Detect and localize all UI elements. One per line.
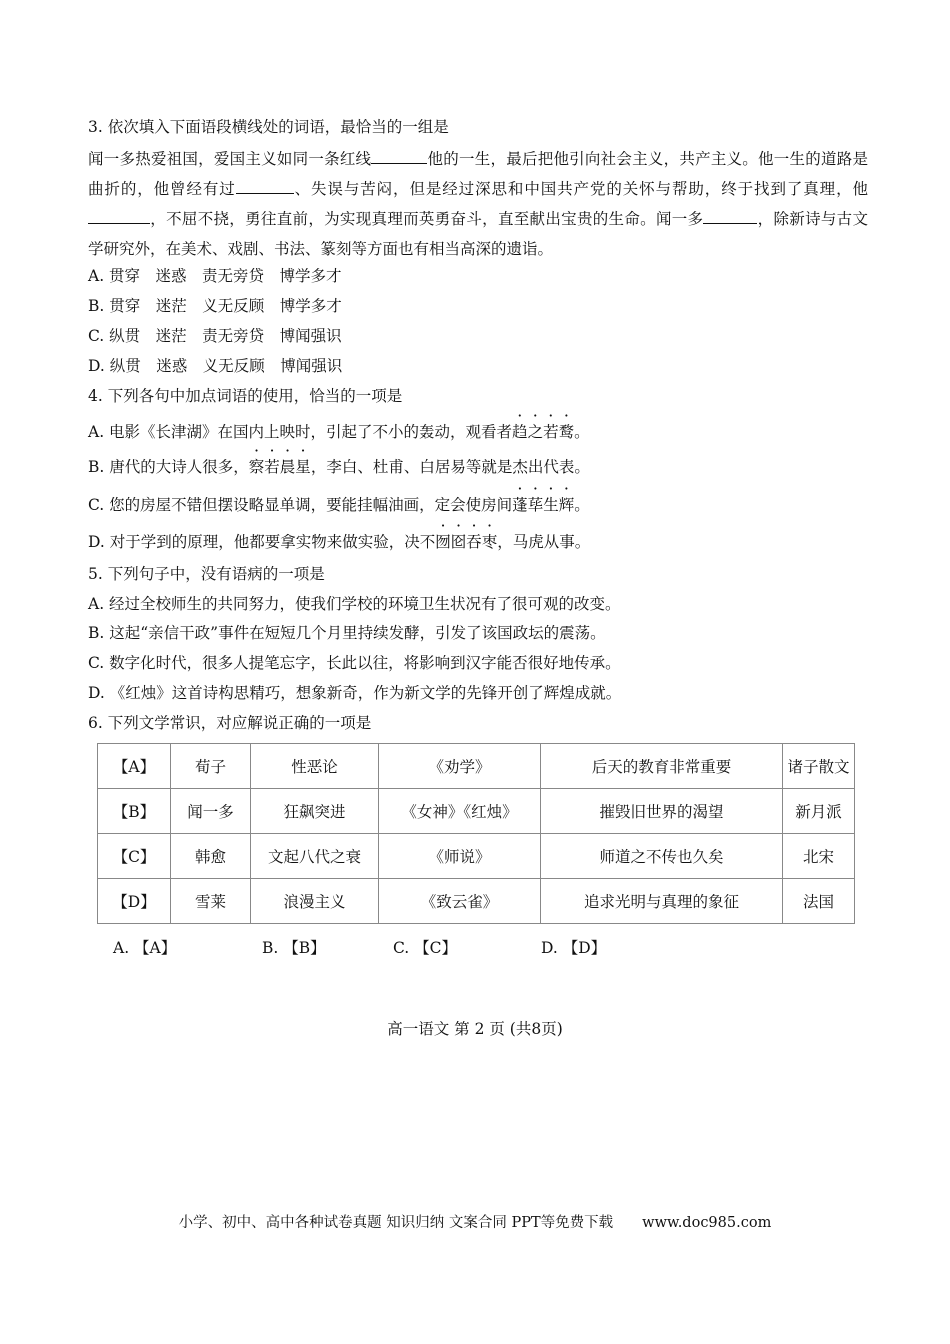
- table-cell: 摧毁旧世界的渴望: [541, 789, 783, 834]
- q6-answer-d: D. 【D】: [541, 939, 607, 957]
- q4-d-text: D. 对于学到的原理，他都要拿实物来做实验，决不: [88, 533, 436, 551]
- table-cell: 追求光明与真理的象征: [541, 879, 783, 924]
- q6-stem: 6. 下列文学常识，对应解说正确的一项是: [88, 714, 372, 732]
- table-cell: 《女神》《红烛》: [379, 789, 541, 834]
- q3-option-c: C. 纵贯 迷茫 责无旁贷 博闻强识: [88, 327, 342, 345]
- table-cell: 《致云雀》: [379, 879, 541, 924]
- q5-stem: 5. 下列句子中，没有语病的一项是: [88, 565, 325, 583]
- table-cell: 狂飙突进: [251, 789, 379, 834]
- q3-option-a: A. 贯穿 迷惑 责无旁贷 博学多才: [88, 267, 342, 285]
- q4-b-dotted-char: 星: [295, 458, 311, 476]
- table-row: [98, 879, 855, 924]
- q4-a-dotted-char: 鹜: [558, 423, 575, 441]
- q4-c-text: C. 您的房屋不错但摆设略显单调，要能挂幅油画，定会使房间: [88, 496, 513, 514]
- q4-a-dotted-char: 之: [527, 423, 544, 441]
- q4-d-dotted-char: 枣: [481, 533, 498, 551]
- q3-blank-3: [88, 207, 150, 224]
- table-row: [98, 834, 855, 879]
- q3-blank-4: [703, 207, 757, 224]
- q4-d-text-end: ，马虎从事。: [497, 533, 591, 551]
- table-cell: 新月派: [783, 789, 855, 834]
- table-cell: 荀子: [171, 744, 251, 789]
- table-cell: 【B】: [98, 789, 171, 834]
- table-cell: 北宋: [783, 834, 855, 879]
- q3-passage-part4: ，不屈不挠，勇往直前，为实现真理而英勇奋斗，直至献出宝贵的生命。闻一多: [150, 210, 704, 228]
- q6-answer-options: [0, 937, 950, 959]
- table-cell: 《劝学》: [379, 744, 541, 789]
- q4-b-text-end: ，李白、杜甫、白居易等就是杰出代表。: [310, 458, 590, 476]
- literature-table: [97, 743, 855, 924]
- q3-passage: [88, 144, 868, 264]
- table-cell: 后天的教育非常重要: [541, 744, 783, 789]
- table-cell: 法国: [783, 879, 855, 924]
- table-cell: 文起八代之衰: [251, 834, 379, 879]
- page-footer: 高一语文 第 2 页 (共8页): [387, 1020, 563, 1038]
- q4-d-dotted-char: 吞: [466, 533, 482, 551]
- q4-option-b: [88, 456, 590, 478]
- q4-c-dotted-char: 生: [543, 496, 559, 514]
- table-cell: 【A】: [98, 744, 171, 789]
- q5-option-d: D. 《红烛》这首诗构思精巧，想象新奇，作为新文学的先锋开创了辉煌成就。: [88, 684, 622, 702]
- table-cell: 师道之不传也久矣: [541, 834, 783, 879]
- q3-option-d: D. 纵贯 迷惑 义无反顾 博闻强识: [88, 357, 343, 375]
- table-cell: 闻一多: [171, 789, 251, 834]
- q4-b-text: B. 唐代的大诗人很多，: [88, 458, 249, 476]
- table-cell: 诸子散文: [783, 744, 855, 789]
- q3-passage-part3: 、失误与苦闷，但是经过深思和中国共产党的关怀与帮助，终于找到了真理，他: [293, 180, 868, 198]
- q4-a-text-end: 。: [574, 423, 590, 441]
- q3-stem: 3. 依次填入下面语段横线处的词语，最恰当的一组是: [88, 118, 449, 136]
- table-cell: 《师说》: [379, 834, 541, 879]
- q5-option-b: B. 这起“亲信干政”事件在短短几个月里持续发酵，引发了该国政坛的震荡。: [88, 624, 606, 642]
- table-cell: 雪莱: [171, 879, 251, 924]
- q6-answer-b: B. 【B】: [262, 939, 326, 957]
- q3-passage-part2: 他的一生，最后把他引向社会主义，共产主义。他一生的道路是曲折的，他曾经有过: [88, 150, 868, 198]
- table-cell: 浪漫主义: [251, 879, 379, 924]
- q4-b-dotted-char: 察: [248, 458, 265, 476]
- q4-option-d: [88, 531, 590, 553]
- q4-d-dotted-char: 囵: [450, 533, 467, 551]
- table-cell: 【D】: [98, 879, 171, 924]
- q4-stem: 4. 下列各句中加点词语的使用，恰当的一项是: [88, 387, 403, 405]
- table-cell: 【C】: [98, 834, 171, 879]
- q3-passage-part1: 闻一多热爱祖国，爱国主义如同一条红线: [88, 150, 372, 168]
- q4-b-dotted-char: 若: [264, 458, 280, 476]
- q4-option-a: [88, 421, 590, 443]
- q4-c-dotted-char: 辉: [558, 496, 575, 514]
- q6-answer-a: A. 【A】: [113, 939, 177, 957]
- download-note: 小学、初中、高中各种试卷真题 知识归纳 文案合同 PPT等免费下载 www.doc985.com: [178, 1215, 772, 1231]
- q5-option-c: C. 数字化时代，很多人提笔忘字，长此以往，将影响到汉字能否很好地传承。: [88, 654, 621, 672]
- q3-option-b: B. 贯穿 迷茫 义无反顾 博学多才: [88, 297, 342, 315]
- q4-a-dotted-char: 趋: [512, 423, 528, 441]
- q4-a-text: A. 电影《长津湖》在国内上映时，引起了不小的轰动，观看者: [88, 423, 513, 441]
- table-cell: 韩愈: [171, 834, 251, 879]
- table-row: [98, 744, 855, 789]
- q4-a-dotted-char: 若: [543, 423, 559, 441]
- table-row: [98, 789, 855, 834]
- q4-c-dotted-char: 蓬: [512, 496, 528, 514]
- q3-blank-1: [371, 147, 427, 164]
- q4-d-dotted-char: 囫: [435, 533, 451, 551]
- q5-option-a: A. 经过全校师生的共同努力，使我们学校的环境卫生状况有了很可观的改变。: [88, 595, 621, 613]
- q4-c-dotted-char: 荜: [527, 496, 544, 514]
- q3-blank-2: [236, 177, 294, 194]
- table-cell: 性恶论: [251, 744, 379, 789]
- q4-c-text-end: 。: [574, 496, 590, 514]
- q4-b-dotted-char: 晨: [279, 458, 296, 476]
- q6-answer-c: C. 【C】: [393, 939, 458, 957]
- q4-option-c: [88, 494, 590, 516]
- q3-passage-part5: ，除新诗与古文学研究外，在美术、戏剧、书法、篆刻等方面也有相当高深的遗诣。: [88, 210, 868, 258]
